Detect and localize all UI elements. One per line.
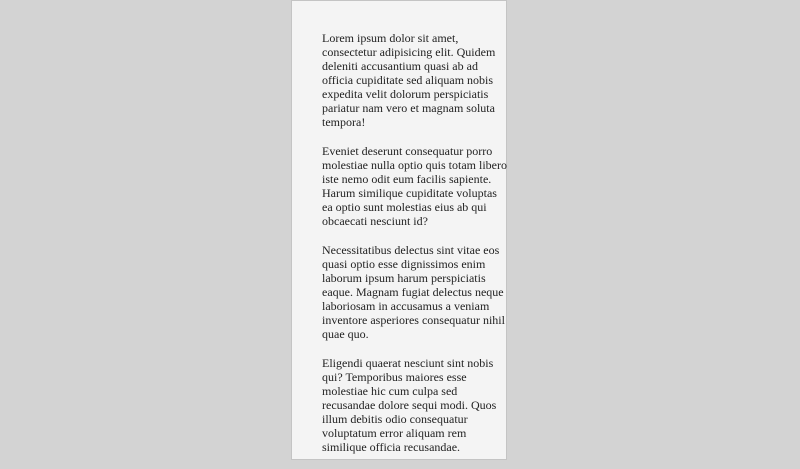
text-line: consectetur adipisicing elit. Quidem bbox=[322, 45, 496, 59]
text-line: quae quo. bbox=[322, 327, 369, 341]
text-line: ea optio sunt molestias eius ab qui bbox=[322, 200, 487, 214]
text-line: pariatur nam vero et magnam soluta bbox=[322, 101, 495, 115]
text-line: Eligendi quaerat nesciunt sint nobis bbox=[322, 356, 494, 370]
text-line: quasi optio esse dignissimos enim bbox=[322, 257, 486, 271]
text-line: iste nemo odit eum facilis sapiente. bbox=[322, 172, 492, 186]
text-line: Lorem ipsum dolor sit amet, bbox=[322, 31, 459, 45]
paragraph-2 bbox=[322, 144, 507, 228]
text-line: officia cupiditate sed aliquam nobis bbox=[322, 73, 494, 87]
paragraph-3 bbox=[322, 243, 505, 341]
text-line: recusandae dolore sequi modi. Quos bbox=[322, 398, 497, 412]
text-line: qui? Temporibus maiores esse bbox=[322, 370, 467, 384]
text-line: molestiae hic cum culpa sed bbox=[322, 384, 458, 398]
paragraph-4 bbox=[322, 356, 497, 454]
text-line: tempora! bbox=[322, 115, 366, 129]
document-content bbox=[322, 31, 507, 469]
text-line: voluptatum error aliquam rem bbox=[322, 426, 467, 440]
text-line: similique officia recusandae. bbox=[322, 440, 461, 454]
text-line: Eveniet deserunt consequatur porro bbox=[322, 144, 493, 158]
paragraph-1 bbox=[322, 31, 496, 129]
text-line: Necessitatibus delectus sint vitae eos bbox=[322, 243, 500, 257]
document-panel bbox=[291, 0, 507, 460]
text-line: eaque. Magnam fugiat delectus neque bbox=[322, 285, 504, 299]
text-line: deleniti accusantium quasi ab ad bbox=[322, 59, 478, 73]
text-line: inventore asperiores consequatur nihil bbox=[322, 313, 505, 327]
text-line: illum debitis odio consequatur bbox=[322, 412, 468, 426]
text-line: expedita velit dolorum perspiciatis bbox=[322, 87, 489, 101]
text-line: Harum similique cupiditate voluptas bbox=[322, 186, 497, 200]
text-line: molestiae nulla optio quis totam libero bbox=[322, 158, 507, 172]
text-line: obcaecati nesciunt id? bbox=[322, 214, 428, 228]
text-line: laborum ipsum harum perspiciatis bbox=[322, 271, 486, 285]
text-line: laboriosam in accusamus a veniam bbox=[322, 299, 490, 313]
